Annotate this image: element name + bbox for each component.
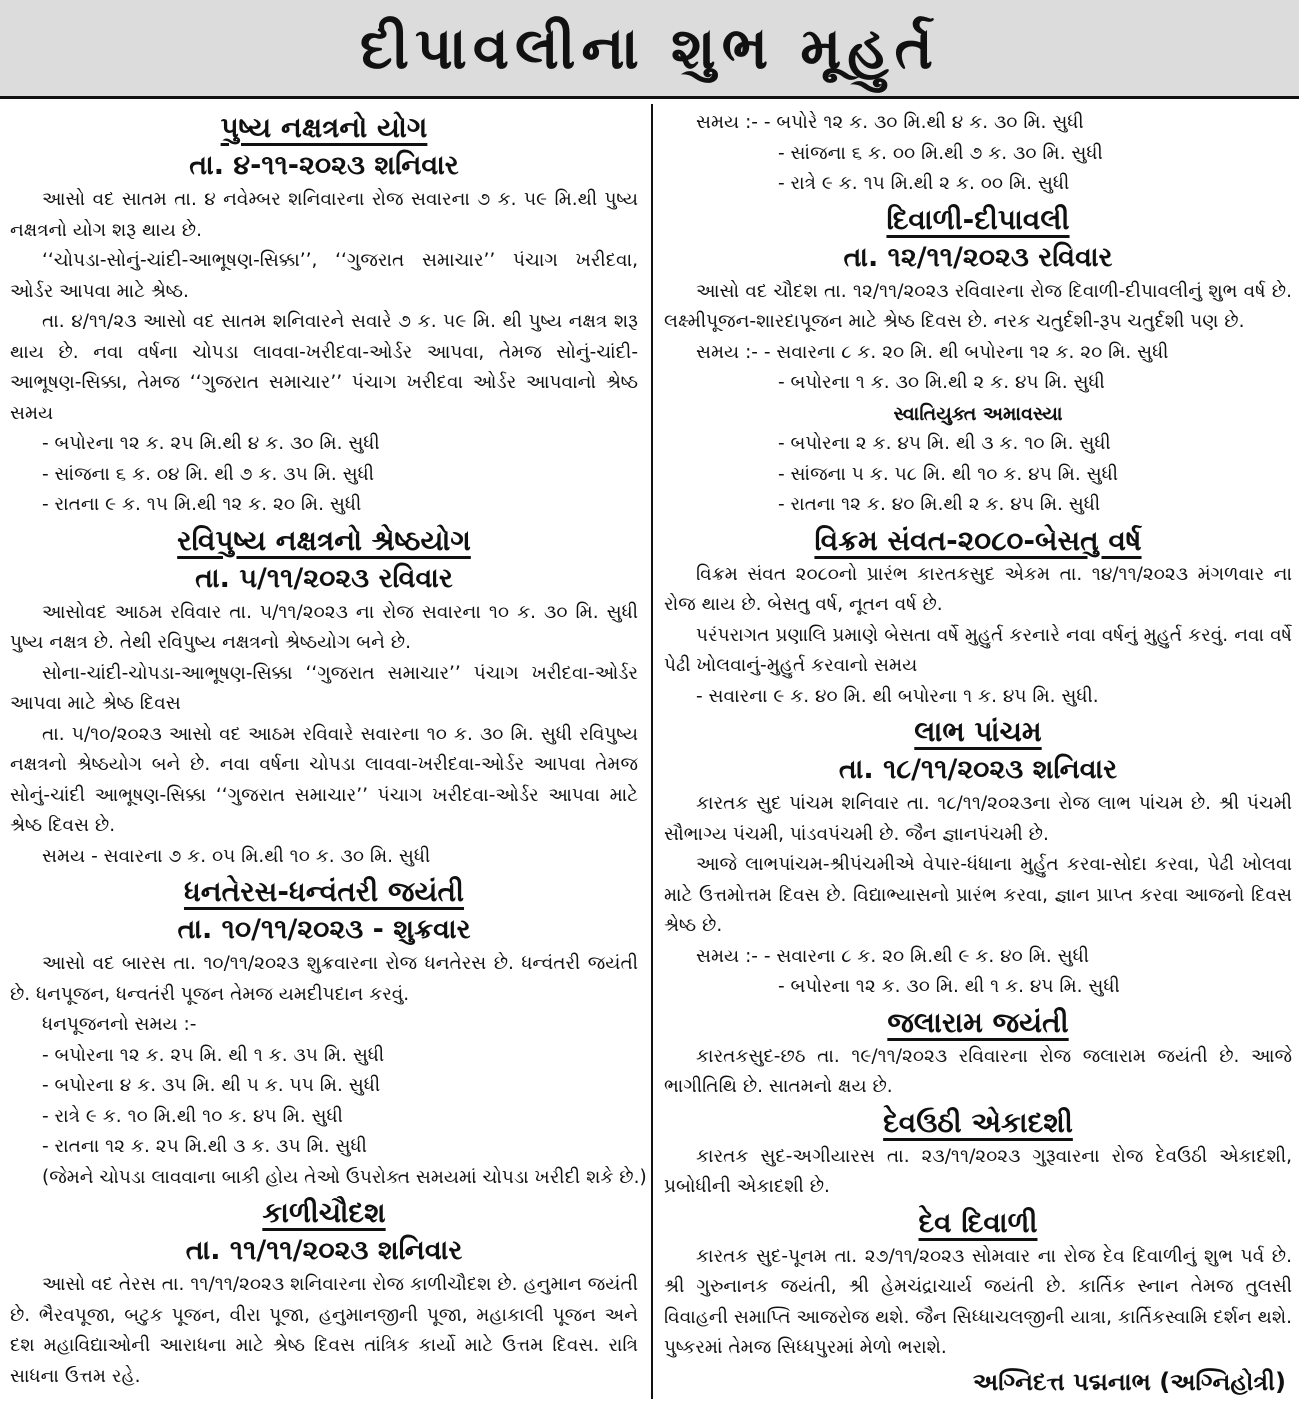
paragraph: કારતક સુદ-પૂનમ તા. ૨૭/૧૧/૨૦૨૩ સોમવાર ના રોજ દેવ દિવાળીનું શુભ પર્વ છે. શ્રી ગુરુનાનક જયંતી, શ્રી હેમચંદ્રાચાર્ય જયંતી છે. કાર્તિક સ્નાન તેમજ તુલસી વિવાહની સમાપ્તિ આજરોજ થશે. જૈન સિધ્ધાચલજીની યાત્રા, કાર્તિકસ્વામિ દર્શન થશે. પુષ્કરમાં તેમજ સિધ્ધપુરમાં મેળો ભરાશે.: [664, 1245, 1292, 1358]
section-heading: લાભ પાંચમ: [914, 715, 1042, 748]
paragraph: કારતકસુદ-છઠ તા. ૧૯/૧૧/૨૦૨૩ રવિવારના રોજ જલારામ જયંતી છે. આજે ભાગીતિથિ છે. સાતમનો ક્ષય છે.: [664, 1045, 1292, 1097]
section-date: તા. ૧૧/૧૧/૨૦૨૩ શનિવાર: [185, 1235, 463, 1266]
time-line: - બપોરના ૨ ક. ૪૫ મિ. થી ૩ ક. ૧૦ મિ. સુધી: [778, 433, 1111, 454]
section-dhanteras: [10, 872, 647, 1193]
time-line: સમય :- - સવારના ૮ ક. ૨૦ મિ.થી ૯ ક. ૪૦ મિ. સુધી: [696, 945, 1089, 967]
paragraph: પરંપરાગત પ્રણાલિ પ્રમાણે બેસતા વર્ષે મુહુર્ત કરનારે નવા વર્ષનું મુહુર્ત કરવું. નવા વર્ષે પેઢી ખોલવાનું-મુહુર્ત કરવાનો સમય: [664, 624, 1292, 676]
section-labh-pancham: [664, 712, 1292, 1003]
paragraph: આસો વદ સાતમ તા. ૪ નવેમ્બર શનિવારના રોજ સવારના ૭ ક. ૫૯ મિ.થી પુષ્ય નક્ષત્રનો યોગ શરૂ થાય છે.: [10, 189, 638, 241]
section-heading: ધનતેરસ-ધન્વંતરી જયંતી: [183, 875, 465, 908]
paragraph: વિક્રમ સંવત ૨૦૮૦નો પ્રારંભ કારતકસુદ એકમ તા. ૧૪/૧૧/૨૦૨૩ મંગળવાર ના રોજ થાય છે. બેસતુ વર્ષ, નૂતન વર્ષ છે.: [664, 563, 1292, 615]
sub-heading: સ્વાતિયુક્ત અમાવસ્યા: [893, 402, 1063, 425]
paragraph: આસો વદ બારસ તા. ૧૦/૧૧/૨૦૨૩ શુક્રવારના રોજ ધનતેરસ છે. ધન્વંતરી જયંતી છે. ધનપૂજન, ધન્વતંરી પૂજન તેમજ યમદીપદાન કરવું.: [10, 953, 638, 1005]
section-heading: દેવઉઠી એકાદશી: [883, 1105, 1073, 1139]
section-heading: પુષ્ય નક્ષત્રનો યોગ: [220, 111, 428, 144]
time-line: - બપોરના ૧૨ ક. ૨૫ મિ.થી ૪ ક. ૩૦ મિ. સુધી: [42, 433, 380, 454]
title-banner: [0, 0, 1299, 99]
author-signature: અગ્નિદત્ત પદ્મનાભ (અગ્નિહોત્રી): [972, 1367, 1286, 1396]
section-diwali: [664, 200, 1292, 521]
note: (જેમને ચોપડા લાવવાના બાકી હોય તેઓ ઉપરોક્ત સમયમાં ચોપડા ખરીદી શકે છે.): [42, 1166, 647, 1188]
section-heading: દિવાળી-દીપાવલી: [886, 202, 1070, 236]
section-heading: રવિપુષ્ય નક્ષત્રનો શ્રેષ્ઠયોગ: [177, 523, 471, 557]
time-line: - રાત્રે ૯ ક. ૧૫ મિ.થી ૨ ક. ૦૦ મિ. સુધી: [778, 173, 1070, 194]
section-pushya-nakshatra: [10, 108, 638, 521]
paragraph: ‘‘ચોપડા-સોનું-ચાંદી-આભૂષણ-સિક્કા’’, ‘‘ગુજરાત સમાચાર’’ પંચાગ ખરીદવા, ઓર્ડર આપવા માટે શ્રેષ્ઠ.: [10, 250, 638, 302]
paragraph: આસો વદ ચૌદશ તા. ૧૨/૧૧/૨૦૨૩ રવિવારના રોજ દિવાળી-દીપાવલીનું શુભ વર્ષ છે. લક્ષ્મીપૂજન-શારદાપૂજન માટે શ્રેષ્ઠ દિવસ છે. નરક ચતુર્દશી-રૂપ ચતુર્દશી પણ છે.: [664, 280, 1292, 332]
time-line: સમય - સવારના ૭ ક. ૦૫ મિ.થી ૧૦ ક. ૩૦ મિ. સુધી: [42, 845, 431, 867]
time-line: - સાંજના ૫ ક. ૫૮ મિ. થી ૧૦ ક. ૪૫ મિ. સુધી: [778, 463, 1118, 485]
paragraph: કારતક સુદ-અગીયારસ તા. ૨૩/૧૧/૨૦૨૩ ગુરૂવારના રોજ દેવઉઠી એકાદશી, પ્રબોધીની એકાદશી છે.: [664, 1145, 1292, 1197]
paragraph: આજે લાભપાંચમ-શ્રીપંચમીએ વેપાર-ધંધાના મુર્હુત કરવા-સોદા કરવા, પેઢી ખોલવા માટે ઉત્તમોત્તમ દિવસ છે. વિદ્યાભ્યાસનો પ્રારંભ કરવા, જ્ઞાન પ્રાપ્ત કરવા આજનો દિવસ શ્રેષ્ઠ છે.: [664, 854, 1292, 936]
section-devuthi-ekadashi: [664, 1103, 1292, 1203]
time-line: - બપોરના ૪ ક. ૩૫ મિ. થી ૫ ક. ૫૫ મિ. સુધી: [42, 1075, 381, 1096]
time-line: - સાંજના ૬ ક. ૦૪ મિ. થી ૭ ક. ૩૫ મિ. સુધી: [42, 463, 374, 485]
section-date: તા. ૪-૧૧-૨૦૨૩ શનિવાર: [189, 150, 459, 181]
section-dev-diwali: [664, 1203, 1292, 1364]
time-line: - રાતના ૧૨ ક. ૪૦ મિ.થી ૨ ક. ૪૫ મિ. સુધી: [778, 494, 1101, 515]
time-line: સમય :- - બપોરે ૧૨ ક. ૩૦ મિ.થી ૪ ક. ૩૦ મિ. સુધી: [696, 112, 1084, 133]
section-vikram-samvat: [664, 521, 1292, 713]
paragraph: કારતક સુદ પાંચમ શનિવાર તા. ૧૮/૧૧/૨૦૨૩ના રોજ લાભ પાંચમ છે. શ્રી પંચમી સૌભાગ્ય પંચમી, પાંડવપંચમી છે. જૈન જ્ઞાનપંચમી છે.: [664, 793, 1292, 845]
time-line: - સાંજના ૬ ક. ૦૦ મિ.થી ૭ ક. ૩૦ મિ. સુધી: [778, 142, 1103, 164]
section-kalichaudash: [10, 1193, 638, 1392]
time-line: - રાતના ૧૨ ક. ૨૫ મિ.થી ૩ ક. ૩૫ મિ. સુધી: [42, 1136, 367, 1157]
section-date: તા. ૧૮/૧૧/૨૦૨૩ શનિવાર: [838, 754, 1118, 785]
paragraph: આસો વદ તેરસ તા. ૧૧/૧૧/૨૦૨૩ શનિવારના રોજ કાળીચૌદશ છે. હનુમાન જયંતી છે. ભૈરવપૂજા, બટુક પૂજન, વીરા પૂજા, હનુમાનજીની પૂજા, મહાકાલી પૂજન અને દશ મહાવિદ્યાઓની આરાધના માટે શ્રેષ્ઠ દિવસ તાંત્રિક કાર્યો માટે ઉત્તમ દિવસ. રાત્રિ સાધના ઉત્તમ રહે.: [10, 1274, 638, 1387]
section-date: તા. ૧૦/૧૧/૨૦૨૩ - શુક્રવાર: [177, 914, 471, 945]
paragraph: તા. ૪/૧૧/૨૩ આસો વદ સાતમ શનિવારને સવારે ૭ ક. ૫૯ મિ. થી પુષ્ય નક્ષત્ર શરૂ થાય છે. નવા વર્ષના ચોપડા લાવવા-ખરીદવા-ઓર્ડર આપવા, તેમજ સોનું-ચાંદી-આભૂષણ-સિક્કા, તેમજ ‘‘ગુજરાત સમાચાર’’ પંચાગ ખરીદવા ઓર્ડર આપવાનો શ્રેષ્ઠ સમય: [10, 311, 638, 424]
section-jalaram-jayanti: [664, 1003, 1292, 1103]
time-line: સમય :- - સવારના ૮ ક. ૨૦ મિ. થી બપોરના ૧૨ ક. ૨૦ મિ. સુધી: [696, 341, 1169, 363]
time-line: - રાત્રે ૯ ક. ૧૦ મિ.થી ૧૦ ક. ૪૫ મિ. સુધી: [42, 1105, 343, 1127]
section-date: તા. ૧૨/૧૧/૨૦૨૩ રવિવાર: [843, 241, 1113, 273]
paragraph: તા. ૫/૧૦/૨૦૨૩ આસો વદ આઠમ રવિવારે સવારના ૧૦ ક. ૩૦ મિ. સુધી રવિપુષ્ય નક્ષત્રનો શ્રેષ્ઠયોગ બને છે. નવા વર્ષના ચોપડા લાવવા-ખરીદવા-ઓર્ડર આપવા તેમજ સોનું-ચાંદી આભૂષણ-સિક્કા ‘‘ગુજરાત સમાચાર’’ પંચાગ ખરીદવા-ઓર્ડર આપવા માટે શ્રેષ્ઠ દિવસ છે.: [10, 723, 638, 836]
paragraph: આસોવદ આઠમ રવિવાર તા. ૫/૧૧/૨૦૨૩ ના રોજ સવારના ૧૦ ક. ૩૦ મિ. સુધી પુષ્ય નક્ષત્ર છે. તેથી રવિપુષ્ય નક્ષત્રનો શ્રેષ્ઠયોગ બને છે.: [10, 601, 638, 653]
section-date: તા. ૫/૧૧/૨૦૨૩ રવિવાર: [195, 562, 453, 594]
page-title: દીપાવલીના શુભ મૂહુર્ત: [360, 13, 939, 82]
section-kalichaudash-times: [664, 108, 1292, 200]
paragraph: સોના-ચાંદી-ચોપડા-આભૂષણ-સિક્કા ‘‘ગુજરાત સમાચાર’’ પંચાગ ખરીદવા-ઓર્ડર આપવા માટે શ્રેષ્ઠ દિવસ: [10, 662, 638, 714]
left-column: [10, 108, 647, 1392]
time-line: - બપોરના ૧૨ ક. ૩૦ મિ. થી ૧ ક. ૪૫ મિ. સુધી: [778, 976, 1120, 997]
column-divider: [651, 104, 653, 1399]
section-heading: કાળીચૌદશ: [262, 1196, 386, 1229]
section-heading: વિક્રમ સંવત-૨૦૮૦-બેસતુ વર્ષ: [814, 523, 1142, 557]
time-line: - રાતના ૯ ક. ૧૫ મિ.થી ૧૨ ક. ૨૦ મિ. સુધી: [42, 494, 362, 515]
time-line: - સવારના ૯ ક. ૪૦ મિ. થી બપોરના ૧ ક. ૪૫ મિ. સુધી.: [696, 685, 1099, 707]
time-line: - બપોરના ૧ ક. ૩૦ મિ.થી ૨ ક. ૪૫ મિ. સુધી: [778, 372, 1105, 393]
time-label: ધનપૂજનનો સમય :-: [42, 1014, 197, 1035]
right-column: [664, 108, 1292, 1400]
section-heading: દેવ દિવાળી: [918, 1205, 1038, 1239]
section-heading: જલારામ જયંતી: [887, 1005, 1069, 1039]
time-line: - બપોરના ૧૨ ક. ૨૫ મિ. થી ૧ ક. ૩૫ મિ. સુધી: [42, 1044, 385, 1066]
section-ravipushya: [10, 521, 638, 873]
